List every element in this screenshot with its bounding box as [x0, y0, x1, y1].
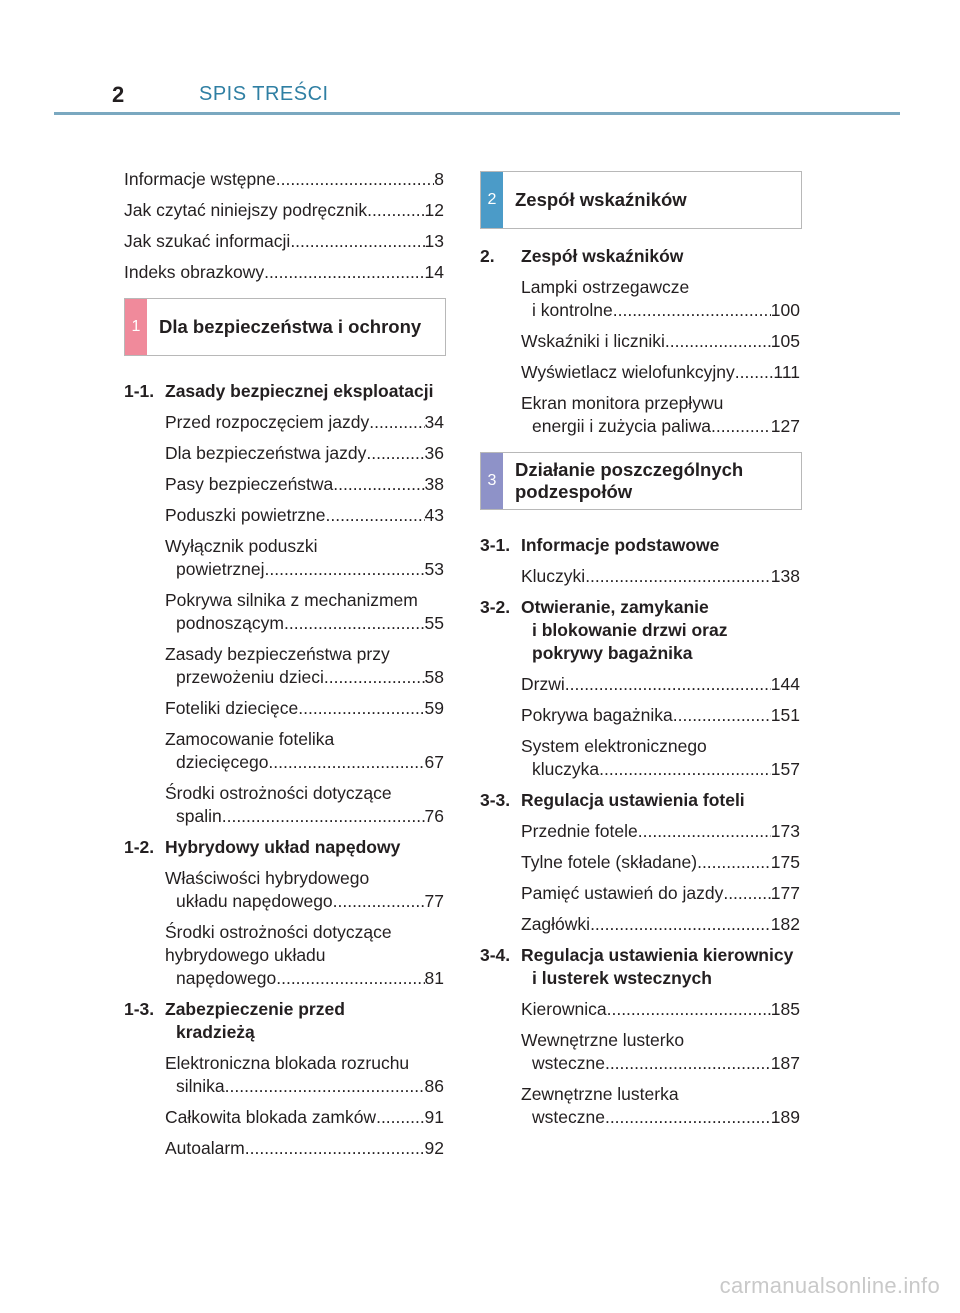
toc-item-label: hybrydowego układu — [165, 945, 326, 965]
toc-entry-page: 14 — [424, 262, 444, 282]
toc-item-label: Wyświetlacz wielofunkcyjny — [521, 362, 735, 382]
toc-item-label: Przednie fotele — [521, 821, 638, 841]
toc-item-line — [165, 411, 444, 434]
toc-item-line — [165, 473, 444, 496]
chapter-title — [521, 534, 800, 557]
chapter-title-line: Regulacja ustawienia foteli — [521, 790, 745, 810]
toc-item-label: Wewnętrzne lusterko — [521, 1030, 685, 1050]
toc-item[interactable] — [165, 1106, 444, 1129]
toc-item-label: dziecięcego — [176, 752, 269, 772]
section-header[interactable] — [480, 171, 802, 229]
dot-leader — [367, 199, 424, 222]
toc-item-label: spalin — [176, 806, 222, 826]
toc-item-line — [165, 1106, 444, 1129]
chapter-title-line: Regulacja ustawienia kierownicy — [521, 945, 794, 965]
toc-item-label: wsteczne — [532, 1053, 605, 1073]
section-title: Dla bezpieczeństwa i ochrony — [159, 316, 422, 337]
toc-item-page: 151 — [770, 705, 800, 725]
toc-item-page: 92 — [424, 1138, 444, 1158]
section-title: Zespół wskaźników — [515, 189, 687, 210]
toc-item[interactable] — [521, 998, 800, 1021]
toc-item-label: Zamocowanie fotelika — [165, 729, 335, 749]
section-number-tab: 2 — [481, 172, 503, 228]
toc-item[interactable] — [165, 728, 444, 774]
page-header — [54, 78, 900, 118]
section-title-line: podzespołów — [515, 481, 633, 502]
toc-item-page: 182 — [770, 914, 800, 934]
toc-item-line — [521, 361, 800, 384]
toc-item-page: 59 — [424, 698, 444, 718]
chapter-title-line: Otwieranie, zamykanie — [521, 597, 709, 617]
toc-item-line — [532, 415, 800, 438]
dot-leader — [723, 882, 770, 905]
chapter-heading[interactable] — [124, 998, 444, 1044]
dot-leader — [605, 1052, 771, 1075]
toc-item[interactable] — [165, 782, 444, 828]
toc-item-label: Zewnętrzne lusterka — [521, 1084, 679, 1104]
toc-entry-label: Jak szukać informacji — [124, 231, 291, 251]
dot-leader — [326, 504, 425, 527]
toc-item-page: 77 — [424, 891, 444, 911]
toc-item-line — [532, 1106, 800, 1129]
toc-item-label: Elektroniczna blokada rozruchu — [165, 1053, 410, 1073]
toc-item[interactable] — [521, 820, 800, 843]
toc-item-label: Pokrywa silnika z mechanizmem — [165, 590, 418, 610]
chapter-number: 3-2. — [480, 597, 511, 617]
section-title-line: Działanie poszczególnych — [515, 459, 744, 480]
page-title: SPIS TREŚCI — [199, 83, 329, 105]
dot-leader — [638, 820, 771, 843]
toc-item-label: powietrznej — [176, 559, 265, 579]
toc-item-line — [176, 890, 444, 913]
toc-item-label: Wyłącznik poduszki — [165, 536, 318, 556]
toc-item-line — [176, 805, 444, 828]
toc-item[interactable] — [165, 643, 444, 689]
toc-item-page: 175 — [770, 852, 800, 872]
toc-item-line — [165, 504, 444, 527]
toc-item[interactable] — [165, 589, 444, 635]
toc-item[interactable] — [165, 1052, 444, 1098]
toc-item-label: Środki ostrożności dotyczące — [165, 783, 392, 803]
section-title — [503, 453, 801, 509]
toc-item-label: napędowego — [176, 968, 277, 988]
toc-item-label: Pasy bezpieczeństwa — [165, 474, 334, 494]
toc-item-line — [176, 666, 444, 689]
toc-item-line — [521, 851, 800, 874]
chapter-number: 1-3. — [124, 999, 155, 1019]
toc-item-line — [532, 299, 800, 322]
toc-item-label: Lampki ostrzegawcze — [521, 277, 690, 297]
chapter-number: 1-2. — [124, 837, 155, 857]
chapter-heading[interactable] — [480, 596, 800, 665]
chapter-title-line: Zespół wskaźników — [521, 246, 684, 266]
dot-leader — [264, 261, 424, 284]
toc-item-page: 138 — [770, 566, 800, 586]
dot-leader — [590, 913, 771, 936]
toc-item-page: 67 — [424, 752, 444, 772]
toc-item-page: 185 — [770, 999, 800, 1019]
toc-item-page: 36 — [424, 443, 444, 463]
chapter-title-line: Zabezpieczenie przed — [165, 999, 345, 1019]
toc-item-label: Wskaźniki i liczniki — [521, 331, 665, 351]
dot-leader — [276, 967, 424, 990]
toc-item-line — [176, 967, 444, 990]
chapter-number: 2. — [480, 246, 495, 266]
toc-left-column — [124, 168, 444, 1168]
toc-item-page: 53 — [424, 559, 444, 579]
dot-leader — [613, 299, 771, 322]
chapter-heading[interactable] — [480, 245, 800, 268]
toc-item-line — [521, 998, 800, 1021]
watermark-text: carmanualsonline.info — [719, 1273, 940, 1298]
toc-item[interactable] — [521, 704, 800, 727]
toc-item[interactable] — [521, 276, 800, 322]
dot-leader — [605, 1106, 771, 1129]
toc-item-label: Ekran monitora przepływu — [521, 393, 724, 413]
chapter-title-line: i blokowanie drzwi oraz — [532, 620, 728, 640]
toc-item-label: kluczyka — [532, 759, 600, 779]
toc-item-label: układu napędowego — [176, 891, 333, 911]
chapter-number: 3-3. — [480, 790, 511, 810]
toc-item-label: Zagłówki — [521, 914, 591, 934]
toc-item-page: 111 — [773, 362, 800, 382]
dot-leader — [607, 998, 771, 1021]
chapter-heading[interactable] — [480, 944, 800, 990]
dot-leader — [735, 361, 774, 384]
dot-leader — [268, 751, 424, 774]
toc-item-line — [521, 704, 800, 727]
chapter-number: 1-1. — [124, 381, 155, 401]
toc-item-line — [165, 697, 444, 720]
toc-item-label: Tylne fotele (składane) — [521, 852, 698, 872]
toc-item-line — [165, 442, 444, 465]
toc-item-line — [176, 751, 444, 774]
toc-item-line — [176, 612, 444, 635]
toc-item[interactable] — [165, 697, 444, 720]
toc-item[interactable] — [165, 504, 444, 527]
chapter-heading[interactable] — [124, 836, 444, 859]
toc-item-line — [521, 565, 800, 588]
toc-item[interactable] — [165, 867, 444, 913]
toc-item-page: 105 — [770, 331, 800, 351]
chapter-title-line: Informacje podstawowe — [521, 535, 720, 555]
toc-item[interactable] — [521, 735, 800, 781]
toc-item-line — [521, 913, 800, 936]
toc-item[interactable] — [521, 1029, 800, 1075]
toc-item-page: 127 — [770, 416, 800, 436]
toc-item[interactable] — [521, 913, 800, 936]
dot-leader — [290, 230, 424, 253]
toc-item[interactable] — [521, 392, 800, 438]
toc-item-line — [521, 820, 800, 843]
toc-item-page: 144 — [770, 674, 800, 694]
toc-item-label: Kierownica — [521, 999, 607, 1019]
toc-item-page: 58 — [424, 667, 444, 687]
dot-leader — [298, 697, 424, 720]
toc-item[interactable] — [521, 851, 800, 874]
toc-item[interactable] — [521, 1083, 800, 1129]
dot-leader — [324, 666, 425, 689]
toc-item-page: 34 — [424, 412, 444, 432]
toc-item-page: 81 — [424, 968, 444, 988]
toc-item-page: 173 — [770, 821, 800, 841]
dot-leader — [673, 704, 771, 727]
toc-item[interactable] — [521, 882, 800, 905]
toc-entry-label: Informacje wstępne — [124, 169, 276, 189]
toc-item-label: Autoalarm — [165, 1138, 245, 1158]
chapter-title-line: Hybrydowy układ napędowy — [165, 837, 401, 857]
chapter-title — [165, 836, 444, 859]
toc-item-label: Foteliki dziecięce — [165, 698, 299, 718]
toc-item-label: wsteczne — [532, 1107, 605, 1127]
dot-leader — [333, 890, 425, 913]
toc-item-label: Kluczyki — [521, 566, 586, 586]
section-number-tab: 3 — [481, 453, 503, 509]
toc-item-label: System elektronicznego — [521, 736, 707, 756]
chapter-heading[interactable] — [480, 534, 800, 557]
header-divider — [54, 112, 900, 115]
chapter-heading[interactable] — [480, 789, 800, 812]
chapter-title — [521, 596, 800, 665]
toc-item-page: 177 — [770, 883, 800, 903]
toc-item-label: Pokrywa bagażnika — [521, 705, 673, 725]
toc-entry[interactable] — [124, 261, 444, 284]
dot-leader — [599, 758, 771, 781]
toc-item-page: 157 — [770, 759, 800, 779]
chapter-title — [521, 245, 800, 268]
toc-item-line — [532, 758, 800, 781]
dot-leader — [565, 673, 771, 696]
toc-entry[interactable] — [124, 230, 444, 253]
toc-item-label: Całkowita blokada zamków — [165, 1107, 377, 1127]
toc-item-label: Drzwi — [521, 674, 565, 694]
section-number-tab: 1 — [125, 299, 147, 355]
toc-item-label: przewożeniu dzieci — [176, 667, 324, 687]
toc-item-line — [532, 1052, 800, 1075]
chapter-title-line: pokrywy bagażnika — [532, 643, 693, 663]
toc-item-label: Środki ostrożności dotyczące — [165, 922, 392, 942]
toc-item-label: Pamięć ustawień do jazdy — [521, 883, 724, 903]
chapter-title-line: kradzieżą — [176, 1022, 255, 1042]
toc-item-label: Przed rozpoczęciem jazdy — [165, 412, 370, 432]
toc-item-line — [521, 882, 800, 905]
section-header[interactable] — [124, 298, 446, 356]
toc-item[interactable] — [521, 361, 800, 384]
chapter-title — [165, 998, 444, 1044]
page-number: 2 — [112, 82, 125, 107]
chapter-number: 3-4. — [480, 945, 511, 965]
dot-leader — [366, 442, 424, 465]
toc-item-page: 55 — [424, 613, 444, 633]
section-header[interactable] — [480, 452, 802, 510]
toc-item-page: 187 — [770, 1053, 800, 1073]
toc-item-label: Poduszki powietrzne — [165, 505, 326, 525]
dot-leader — [711, 415, 771, 438]
chapter-title-line: Zasady bezpiecznej eksploatacji — [165, 381, 434, 401]
toc-item-page: 91 — [424, 1107, 444, 1127]
toc-item-page: 189 — [770, 1107, 800, 1127]
dot-leader — [369, 411, 424, 434]
dot-leader — [333, 473, 424, 496]
toc-item-label: Zasady bezpieczeństwa przy — [165, 644, 390, 664]
toc-item-line — [521, 673, 800, 696]
dot-leader — [665, 330, 771, 353]
toc-item-page: 100 — [770, 300, 800, 320]
toc-item[interactable] — [165, 1137, 444, 1160]
toc-entry[interactable] — [124, 168, 444, 191]
toc-item-page: 76 — [424, 806, 444, 826]
chapter-number: 3-1. — [480, 535, 511, 555]
toc-item-label: Dla bezpieczeństwa jazdy — [165, 443, 367, 463]
dot-leader — [276, 168, 435, 191]
dot-leader — [222, 805, 425, 828]
toc-item-label: Właściwości hybrydowego — [165, 868, 370, 888]
toc-item[interactable] — [165, 473, 444, 496]
toc-item-page: 38 — [424, 474, 444, 494]
chapter-title — [165, 380, 444, 403]
toc-entry-page: 8 — [434, 169, 444, 189]
dot-leader — [245, 1137, 425, 1160]
toc-entry-page: 12 — [424, 200, 444, 220]
toc-item[interactable] — [165, 442, 444, 465]
toc-entry[interactable] — [124, 199, 444, 222]
toc-item-page: 43 — [424, 505, 444, 525]
dot-leader — [265, 558, 425, 581]
toc-right-column — [480, 168, 800, 1137]
toc-item-line — [176, 1075, 444, 1098]
dot-leader — [225, 1075, 425, 1098]
toc-item-label: silnika — [176, 1076, 225, 1096]
dot-leader — [697, 851, 771, 874]
toc-item[interactable] — [521, 673, 800, 696]
toc-item-label: podnoszącym — [176, 613, 284, 633]
toc-item-label: i kontrolne — [532, 300, 613, 320]
dot-leader — [585, 565, 771, 588]
toc-entry-label: Indeks obrazkowy — [124, 262, 265, 282]
toc-item-line — [165, 1137, 444, 1160]
chapter-title — [521, 789, 800, 812]
toc-item[interactable] — [521, 565, 800, 588]
toc-item-line — [521, 330, 800, 353]
toc-item[interactable] — [165, 535, 444, 581]
toc-item[interactable] — [165, 921, 444, 990]
dot-leader — [376, 1106, 424, 1129]
toc-item[interactable] — [165, 411, 444, 434]
dot-leader — [284, 612, 425, 635]
chapter-title — [521, 944, 800, 990]
toc-item-page: 86 — [424, 1076, 444, 1096]
chapter-title-line: i lusterek wstecznych — [532, 968, 712, 988]
toc-entry-label: Jak czytać niniejszy podręcznik — [124, 200, 368, 220]
toc-item-label: energii i zużycia paliwa — [532, 416, 711, 436]
chapter-heading[interactable] — [124, 380, 444, 403]
toc-entry-page: 13 — [424, 231, 444, 251]
toc-item-line — [176, 558, 444, 581]
toc-item[interactable] — [521, 330, 800, 353]
